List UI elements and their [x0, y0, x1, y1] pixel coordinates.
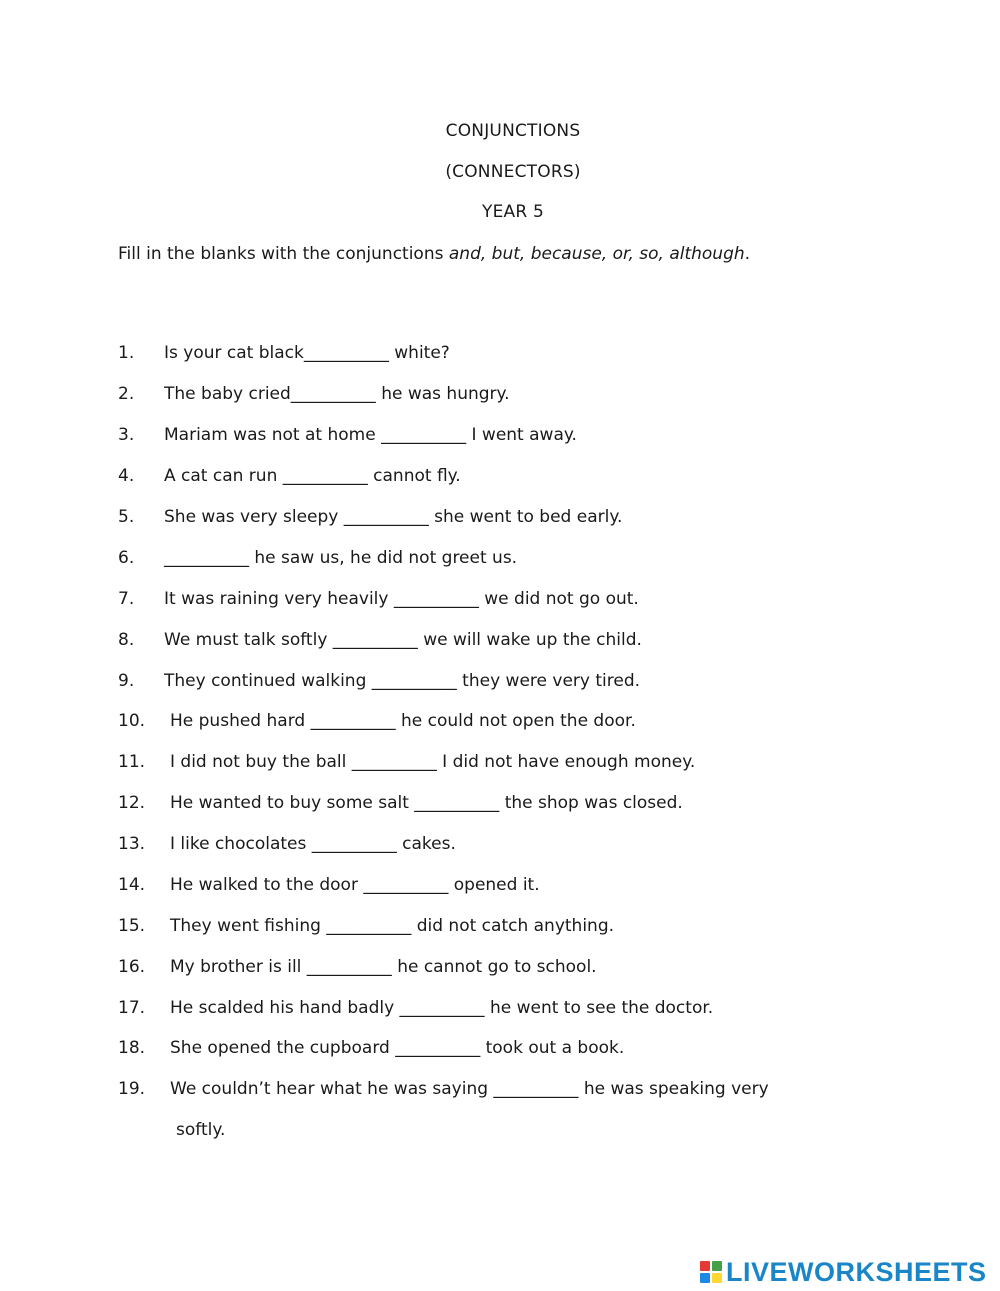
- question-item: [118, 791, 683, 815]
- question-text: The baby cried__________ he was hungry.: [164, 384, 510, 404]
- question-text: My brother is ill __________ he cannot go to school.: [170, 957, 597, 977]
- question-text: I like chocolates __________ cakes.: [170, 834, 456, 854]
- question-item: [118, 423, 577, 447]
- logo-tile: [712, 1273, 722, 1283]
- question-item: [118, 382, 510, 406]
- question-number: 5.: [118, 507, 135, 527]
- question-item: [118, 669, 640, 693]
- logo-tile: [700, 1273, 710, 1283]
- question-text: She was very sleepy __________ she went to bed early.: [164, 507, 623, 527]
- question-text: Is your cat black__________ white?: [164, 343, 450, 363]
- question-item: [118, 546, 517, 570]
- question-item: [118, 628, 642, 652]
- question-text: __________ he saw us, he did not greet us.: [164, 548, 518, 568]
- question-item: [118, 996, 713, 1020]
- question-item: [118, 955, 597, 979]
- question-number: 15.: [118, 916, 146, 936]
- conjunction-list: and, but, because, or, so, although: [448, 244, 745, 264]
- question-number: 19.: [118, 1079, 146, 1099]
- logo-tile: [712, 1261, 722, 1271]
- question-item: [118, 1077, 769, 1140]
- question-number: 1.: [118, 343, 135, 363]
- instructions-end: .: [744, 244, 751, 264]
- question-number: 17.: [118, 998, 146, 1018]
- question-number: 18.: [118, 1038, 146, 1058]
- question-text: We couldn’t hear what he was saying __________ he was speaking very: [170, 1079, 769, 1099]
- question-number: 14.: [118, 875, 146, 895]
- question-text: He walked to the door __________ opened it.: [170, 875, 540, 895]
- question-item: [118, 873, 540, 897]
- instructions-lead: Fill in the blanks with the conjunctions: [118, 244, 449, 264]
- question-item: [118, 914, 614, 938]
- question-number: 16.: [118, 957, 146, 977]
- question-number: 10.: [118, 711, 146, 731]
- question-text: A cat can run __________ cannot fly.: [164, 466, 461, 486]
- question-item: [118, 750, 695, 774]
- question-item: [118, 587, 639, 611]
- question-text: Mariam was not at home __________ I went away.: [164, 425, 577, 445]
- question-text: We must talk softly __________ we will wake up the child.: [164, 630, 642, 650]
- question-item: [118, 505, 622, 529]
- grade-level: YEAR 5: [482, 202, 544, 222]
- question-item: [118, 832, 456, 856]
- question-text-continuation: softly.: [176, 1120, 226, 1140]
- question-item: [118, 464, 461, 488]
- question-text: He wanted to buy some salt __________ the shop was closed.: [170, 793, 683, 813]
- question-text: It was raining very heavily __________ we did not go out.: [164, 589, 639, 609]
- question-number: 13.: [118, 834, 146, 854]
- question-item: [118, 709, 636, 733]
- question-number: 8.: [118, 630, 135, 650]
- question-text: They continued walking __________ they were very tired.: [164, 671, 641, 691]
- question-text: He pushed hard __________ he could not open the door.: [170, 711, 636, 731]
- liveworksheets-logo-icon: [700, 1261, 722, 1283]
- question-number: 7.: [118, 589, 135, 609]
- question-text: She opened the cupboard __________ took out a book.: [170, 1038, 625, 1058]
- instructions: [118, 244, 750, 264]
- question-number: 2.: [118, 384, 135, 404]
- question-number: 9.: [118, 671, 135, 691]
- question-text: He scalded his hand badly __________ he went to see the doctor.: [170, 998, 714, 1018]
- question-number: 12.: [118, 793, 146, 813]
- question-text: I did not buy the ball __________ I did not have enough money.: [170, 752, 696, 772]
- question-number: 4.: [118, 466, 135, 486]
- question-number: 6.: [118, 548, 135, 568]
- page-title: CONJUNCTIONS: [445, 121, 581, 141]
- question-item: [118, 341, 450, 365]
- page-subtitle: (CONNECTORS): [445, 162, 581, 182]
- brand-name: LIVEWORKSHEETS: [726, 1256, 987, 1287]
- question-number: 11.: [118, 752, 146, 772]
- logo-tile: [700, 1261, 710, 1271]
- question-item: [118, 1036, 624, 1060]
- question-number: 3.: [118, 425, 135, 445]
- question-text: They went fishing __________ did not catch anything.: [170, 916, 615, 936]
- liveworksheets-brand: [700, 1258, 987, 1286]
